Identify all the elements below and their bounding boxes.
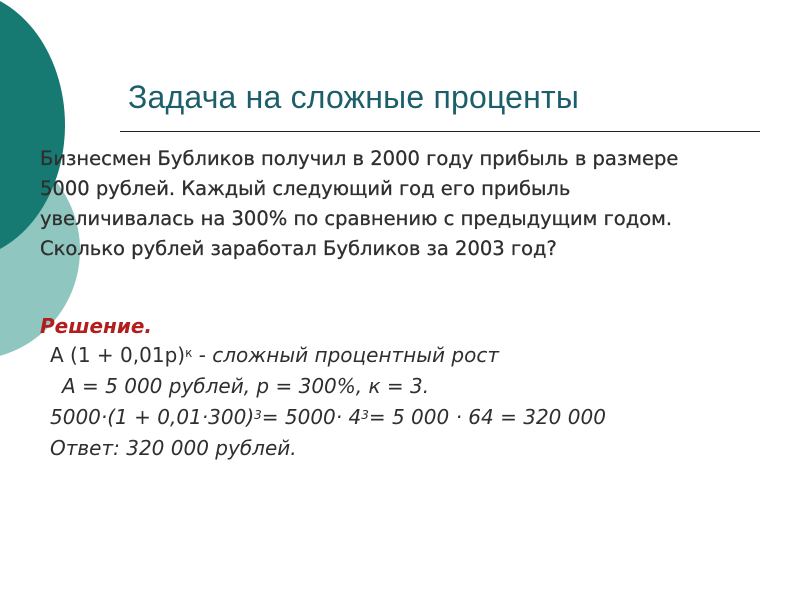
solution-body [50,340,606,464]
calc-part-2: = 5000· 4 [261,405,362,429]
title-divider [120,131,760,132]
calculation-line [50,402,606,433]
problem-line: 5000 рублей. Каждый следующий год его прибыль [40,177,571,200]
solution-heading: Решение. [40,314,153,338]
formula-description: - сложный процентный рост [192,343,499,367]
slide-title: Задача на сложные проценты [128,79,580,115]
calc-exponent-2: 3 [361,408,369,422]
given-values: А = 5 000 рублей, р = 300%, к = 3. [62,374,430,398]
calc-part-3: = 5 000 · 64 = 320 000 [368,405,606,429]
formula-exponent: к [185,346,193,360]
formula-base: А (1 + 0,01р) [50,343,186,367]
problem-line: Бизнесмен Бубликов получил в 2000 году прибыль в размере [40,147,679,170]
calc-part-1: 5000·(1 + 0,01·300) [50,405,255,429]
problem-text [40,144,770,264]
decorative-corner [0,0,120,600]
problem-line: Сколько рублей заработал Бубликов за 2003 год? [40,237,557,260]
answer-line: Ответ: 320 000 рублей. [50,436,297,460]
calc-exponent-1: 3 [254,408,262,422]
formula-line [50,340,606,371]
problem-line: увеличивалась на 300% по сравнению с предыдущим годом. [40,207,673,230]
